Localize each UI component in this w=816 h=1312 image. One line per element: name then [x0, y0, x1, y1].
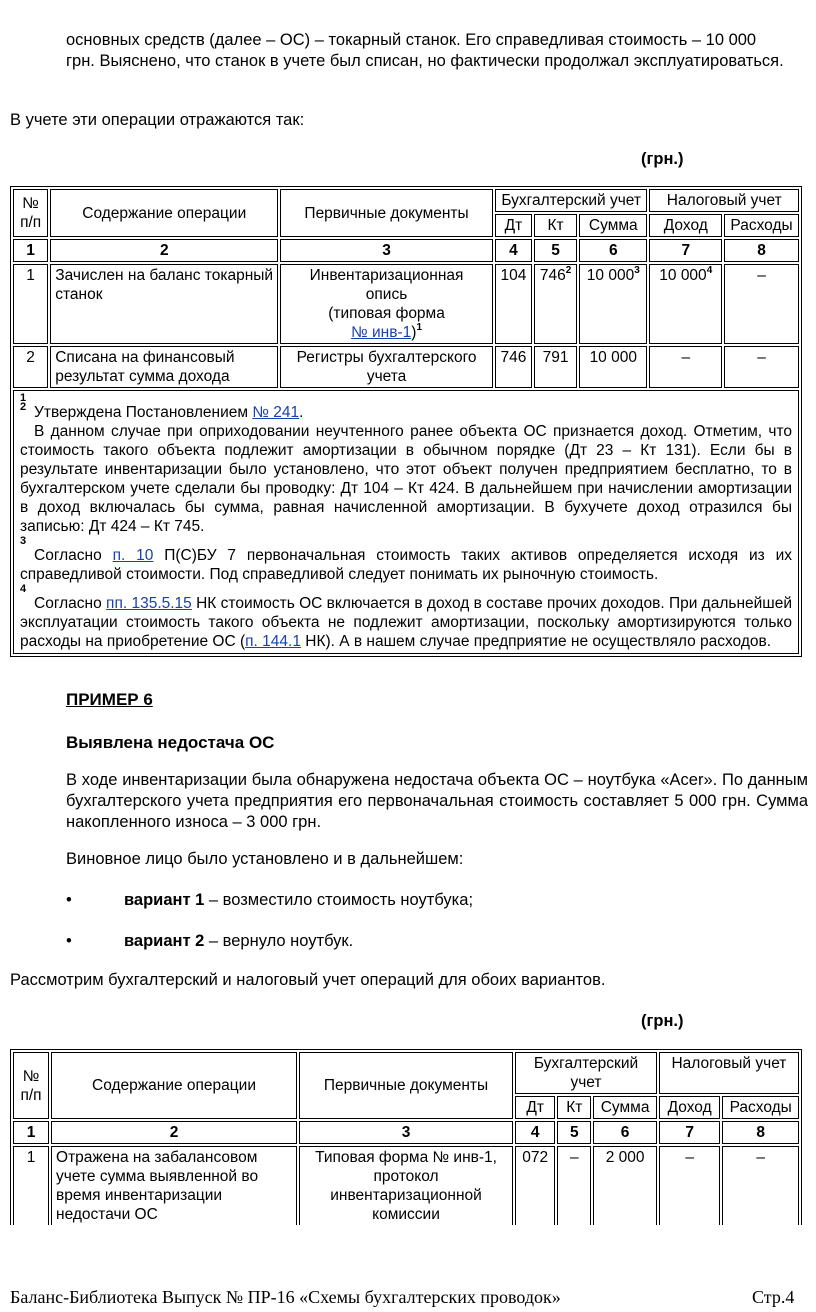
row-kt: – — [557, 1146, 591, 1225]
inv-1-link[interactable]: № инв-1 — [351, 324, 412, 341]
col-num: 4 — [495, 239, 532, 262]
column-numbers-row — [13, 239, 799, 262]
col-num: 7 — [649, 239, 722, 262]
row-income — [649, 264, 722, 344]
header-income: Доход — [649, 214, 722, 237]
unit-label: (грн.) — [641, 150, 684, 168]
footnote-2: В данном случае при оприходовании неучтенного ранее объекта ОС признается доход. Отметим, что стоимость такого объекта подлежит амортизации в обычном порядке (Дт 23 – Кт 131). Если бы в результате инвентаризации было установлено, что этот объект получен предприятием бесплатно, то в бухгалтерском учете сделали бы проводку: Дт 104 – Кт 424. В дальнейшем при начислении амортизации в доход включалась бы сумма, равная начисленной амортизации. В бухучете доход отразился бы записью: Дт 424 – Кт 745. — [20, 423, 792, 535]
footnote-4-end: НК). А в нашем случае предприятие не осуществляло расходов. — [300, 633, 772, 650]
docs-line: Инвентаризационная — [309, 267, 464, 284]
page-number: Стр.4 — [752, 1287, 795, 1307]
footnote-3-text: П(С)БУ 7 первоначальная стоимость таких активов определяется исходя из их справедливой стоимости. Под справедливой следует понимать их рыночную стоимость. — [20, 547, 793, 583]
header-num: № п/п — [13, 1052, 49, 1119]
row-docs: Регистры бухгалтерского учета — [280, 346, 493, 388]
guilty-paragraph: Виновное лицо было установлено и в дальнейшем: — [66, 850, 464, 868]
nk-144-1-link[interactable]: п. 144.1 — [245, 633, 301, 650]
row-dt: 104 — [495, 264, 532, 344]
header-kt: Кт — [557, 1096, 591, 1119]
row-docs: Типовая форма № инв-1, протокол инвентаризационной комиссии — [299, 1146, 513, 1225]
col-num: 3 — [299, 1121, 513, 1144]
col-num: 1 — [13, 1121, 49, 1144]
header-income: Доход — [659, 1096, 720, 1119]
row-content: Зачислен на баланс токарный станок — [50, 264, 278, 344]
accounting-table-2 — [10, 1049, 802, 1225]
footnote-4-text: НК стоимость ОС включается в доход в составе прочих доходов. При дальнейшей эксплуатации стоимость такого объекта не подлежит амортизации, поскольку амортизируются только расходы на приобретение ОС ( — [20, 595, 793, 650]
row-dt: 072 — [515, 1146, 555, 1225]
pbu-7-p10-link[interactable]: п. 10 — [112, 547, 154, 564]
variant-label: вариант 1 — [124, 891, 205, 909]
col-num: 2 — [50, 239, 278, 262]
row-content: Списана на финансовый результат сумма дохода — [50, 346, 278, 388]
header-expenses: Расходы — [724, 214, 799, 237]
operations-intro: В учете эти операции отражаются так: — [10, 111, 305, 129]
table-row — [13, 264, 799, 344]
row-expenses: – — [724, 264, 799, 344]
row-sum: 2 000 — [593, 1146, 657, 1225]
row-docs — [280, 264, 493, 344]
col-num: 3 — [280, 239, 493, 262]
example-title: ПРИМЕР 6 — [66, 690, 153, 709]
header-tax: Налоговый учет — [649, 189, 799, 212]
col-num: 5 — [534, 239, 577, 262]
resolution-241-link[interactable]: № 241 — [252, 404, 300, 421]
docs-line: опись — [365, 286, 408, 303]
header-content: Содержание операции — [50, 189, 278, 237]
bullet-icon: • — [66, 932, 72, 950]
header-kt: Кт — [534, 214, 577, 237]
col-num: 5 — [557, 1121, 591, 1144]
example-subtitle: Выявлена недостача ОС — [66, 733, 275, 752]
header-sum: Сумма — [593, 1096, 657, 1119]
row-num: 1 — [13, 264, 48, 344]
row-content: Отражена на забалансовом учете сумма выявленной во время инвентаризации недостачи ОС — [51, 1146, 297, 1225]
header-dt: Дт — [515, 1096, 555, 1119]
docs-tail: ) — [411, 324, 417, 341]
footnote-number: 3 — [20, 535, 27, 547]
footnote-number: 2 — [20, 401, 27, 413]
header-docs: Первичные документы — [299, 1052, 513, 1119]
sum-value: 10 000 — [586, 267, 635, 284]
row-dt: 746 — [495, 346, 532, 388]
col-num: 7 — [659, 1121, 720, 1144]
docs-line: (типовая форма — [328, 305, 445, 322]
footer-source: Баланс-Библиотека Выпуск № ПР-16 «Схемы бухгалтерских проводок» — [10, 1287, 561, 1307]
row-expenses: – — [724, 346, 799, 388]
footnotes-row — [13, 390, 799, 654]
header-sum: Сумма — [579, 214, 647, 237]
footnote-3 — [20, 546, 792, 584]
row-sum: 10 000 — [579, 346, 647, 388]
col-num: 6 — [579, 239, 647, 262]
col-num: 1 — [13, 239, 48, 262]
footnote-4 — [20, 594, 792, 651]
bullet-icon: • — [66, 891, 72, 909]
variant-desc: – вернуло ноутбук. — [204, 932, 354, 950]
accounting-table-1 — [10, 186, 802, 657]
header-acc: Бухгалтерский учет — [495, 189, 648, 212]
table-row — [13, 1146, 799, 1225]
row-kt — [534, 264, 577, 344]
header-content: Содержание операции — [51, 1052, 297, 1119]
table-row — [13, 346, 799, 388]
header-tax: Налоговый учет — [659, 1052, 799, 1094]
example-paragraph: В ходе инвентаризации была обнаружена недостача объекта ОС – ноутбука «Acer». По данным бухгалтерского учета предприятия его первоначальная стоимость составляет 5 000 грн. Сумма накопленного износа – 3 000 грн. — [66, 771, 808, 831]
intro-paragraph: основных средств (далее – ОС) – токарный станок. Его справедливая стоимость – 10 000 грн. Выяснено, что станок в учете был списан, но фактически продолжал эксплуатироваться. — [66, 31, 784, 70]
row-expenses: – — [722, 1146, 799, 1225]
unit-label: (грн.) — [641, 1012, 684, 1030]
variant-desc: – возместило стоимость ноутбука; — [204, 891, 474, 909]
variant-label: вариант 2 — [124, 932, 205, 950]
footnote-4-pre: Согласно — [34, 595, 107, 612]
footnote-number: 4 — [20, 583, 27, 595]
table-2-clip — [10, 1049, 804, 1225]
footnote-ref: 3 — [634, 265, 640, 276]
footnote-3-pre: Согласно — [34, 547, 113, 564]
column-numbers-row — [13, 1121, 799, 1144]
header-docs: Первичные документы — [280, 189, 493, 237]
footnote-ref: 1 — [416, 322, 422, 333]
footnote-number: 1 — [20, 392, 27, 404]
footnotes — [13, 390, 799, 654]
header-acc: Бухгалтерский учет — [515, 1052, 657, 1094]
row-income: – — [659, 1146, 720, 1225]
income-value: 10 000 — [659, 267, 707, 284]
header-num: № п/п — [13, 189, 48, 237]
variant-text — [124, 932, 353, 951]
col-num: 8 — [724, 239, 799, 262]
consider-paragraph: Рассмотрим бухгалтерский и налоговый учет операций для обоих вариантов. — [10, 971, 606, 989]
col-num: 6 — [593, 1121, 657, 1144]
row-num: 1 — [13, 1146, 49, 1225]
nk-135-5-15-link[interactable]: пп. 135.5.15 — [106, 595, 192, 612]
row-num: 2 — [13, 346, 48, 388]
col-num: 4 — [515, 1121, 555, 1144]
row-sum — [579, 264, 647, 344]
kt-value: 746 — [539, 267, 566, 284]
row-income: – — [649, 346, 722, 388]
col-num: 8 — [722, 1121, 799, 1144]
header-dt: Дт — [495, 214, 532, 237]
col-num: 2 — [51, 1121, 297, 1144]
header-expenses: Расходы — [722, 1096, 799, 1119]
row-kt: 791 — [534, 346, 577, 388]
footnote-1-end: . — [299, 404, 304, 421]
footnote-ref: 4 — [706, 265, 713, 276]
variant-text — [124, 891, 473, 910]
footnote-ref: 2 — [565, 265, 572, 276]
footnote-1-text: Утверждена Постановлением — [34, 404, 253, 421]
